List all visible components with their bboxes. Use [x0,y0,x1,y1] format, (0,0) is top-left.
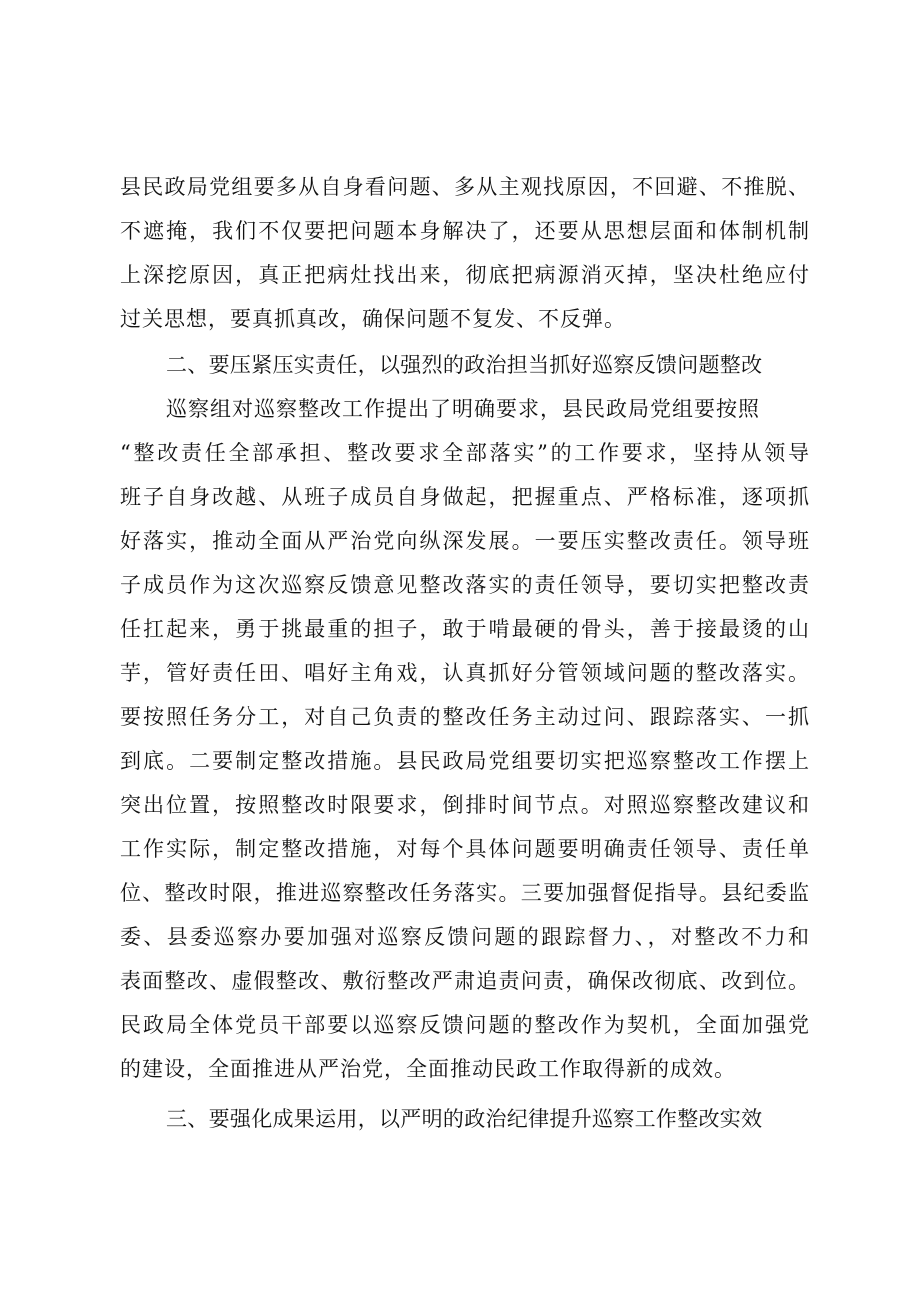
paragraph-2-line-16: 的建设，全面推进从严治党，全面推动民政工作取得新的成效。 [120,1057,736,1081]
paragraph-1-line-1: 县民政局党组要多从自身看问题、多从主观找原因，不回避、不推脱、 [120,175,810,199]
paragraph-2-line-14: 表面整改、虚假整改、敷衍整改严肃追责问责，确保改彻底、改到位。 [120,969,810,993]
paragraph-1-line-2: 不遮掩，我们不仅要把问题本身解决了，还要从思想层面和体制机制 [120,219,810,243]
paragraph-2-line-4: 好落实，推动全面从严治党向纵深发展。一要压实整改责任。领导班 [120,529,810,553]
paragraph-2-line-13: 委、县委巡察办要加强对巡察反馈问题的跟踪督力、，对整改不力和 [120,925,810,949]
paragraph-2-line-11: 工作实际，制定整改措施，对每个具体问题要明确责任领导、责任单 [120,837,810,861]
paragraph-2-line-8: 要按照任务分工，对自己负责的整改任务主动过问、跟踪落实、一抓 [120,705,810,729]
paragraph-1-line-4: 过关思想，要真抓真改，确保问题不复发、不反弹。 [120,307,626,331]
section-heading-2: 二、要压紧压实责任，以强烈的政治担当抓好巡察反馈问题整改 [166,353,763,377]
paragraph-2-line-1: 巡察组对巡察整改工作提出了明确要求，县民政局党组要按照 [166,397,760,421]
paragraph-2-line-9: 到底。二要制定整改措施。县民政局党组要切实把巡察整改工作摆上 [120,749,810,773]
paragraph-2-line-10: 突出位置，按照整改时限要求，倒排时间节点。对照巡察整改建议和 [120,793,810,817]
paragraph-2-line-3: 班子自身改越、从班子成员自身做起，把握重点、严格标准，逐项抓 [120,485,810,509]
paragraph-2-line-6: 任扛起来，勇于挑最重的担子，敢于啃最硬的骨头，善于接最烫的山 [120,617,810,641]
paragraph-2-line-12: 位、整改时限，推进巡察整改任务落实。三要加强督促指导。县纪委监 [120,881,810,905]
paragraph-2-line-7: 芋，管好责任田、唱好主角戏，认真抓好分管领域问题的整改落实。 [120,661,810,685]
section-heading-3: 三、要强化成果运用，以严明的政治纪律提升巡察工作整改实效 [166,1107,763,1131]
paragraph-2-line-2: “整改责任全部承担、整改要求全部落实”的工作要求，坚持从领导 [120,441,810,465]
paragraph-1-line-3: 上深挖原因，真正把病灶找出来，彻底把病源消灭掉，坚决杜绝应付 [120,263,810,287]
paragraph-2-line-5: 子成员作为这次巡察反馈意见整改落实的责任领导，要切实把整改责 [120,573,810,597]
paragraph-2-line-15: 民政局全体党员干部要以巡察反馈问题的整改作为契机，全面加强党 [120,1013,810,1037]
